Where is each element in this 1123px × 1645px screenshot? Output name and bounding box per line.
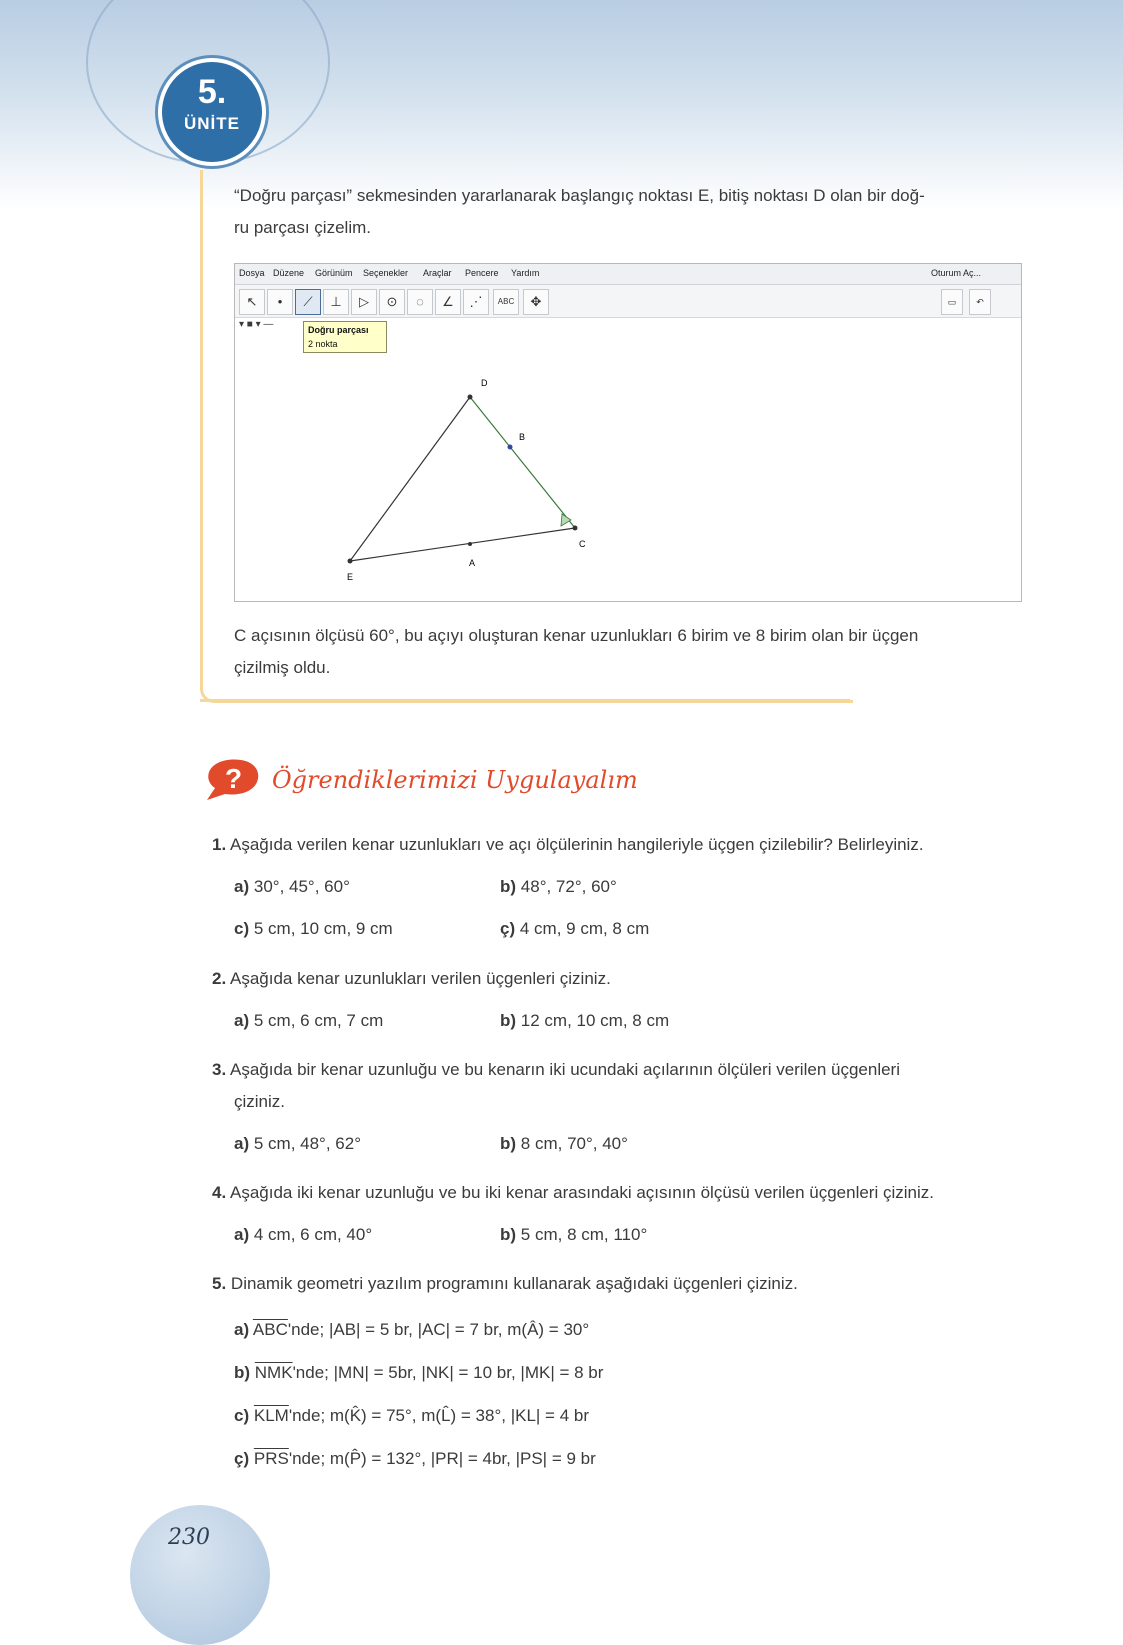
svg-text:?: ? bbox=[225, 763, 243, 794]
section-title: Öğrendiklerimizi Uygulayalım bbox=[272, 766, 638, 794]
move-tool-icon[interactable]: ↖ bbox=[239, 289, 265, 315]
segment-DC bbox=[470, 397, 575, 528]
unit-number: 5. bbox=[197, 73, 227, 111]
point-tool-icon[interactable]: • bbox=[267, 289, 293, 315]
question-5 bbox=[212, 1272, 798, 1296]
q3-a-text: 5 cm, 48°, 62° bbox=[253, 1134, 362, 1153]
menu-help[interactable]: Yardım bbox=[511, 268, 540, 278]
intro-line-1: “Doğru parçası” sekmesinden yararlanarak başlangıç noktası E, bitiş noktası D olan bir doğ- bbox=[234, 186, 925, 205]
q1-cc-letter: ç) bbox=[500, 919, 516, 938]
q3-b-letter: b) bbox=[500, 1134, 517, 1153]
color-swatch-icon[interactable]: ▾ ■ ▾ — bbox=[239, 319, 274, 330]
q3-option-a bbox=[234, 1132, 361, 1156]
point-D[interactable] bbox=[468, 395, 473, 400]
q4-a-letter: a) bbox=[234, 1225, 250, 1244]
q3-number: 3. bbox=[212, 1060, 227, 1079]
q5-c-text: 'nde; m(K̂) = 75°, m(L̂) = 38°, |KL| = 4 br bbox=[288, 1406, 589, 1425]
circle-tool-icon[interactable]: ⊙ bbox=[379, 289, 405, 315]
q4-b-letter: b) bbox=[500, 1225, 517, 1244]
q1-option-b bbox=[500, 875, 617, 899]
unit-badge bbox=[158, 58, 266, 166]
q1-a-letter: a) bbox=[234, 877, 250, 896]
q2-text: Aşağıda kenar uzunlukları verilen üçgenleri çiziniz. bbox=[229, 969, 611, 988]
q5-option-cc bbox=[234, 1447, 596, 1471]
q5-cc-text: 'nde; m(P̂) = 132°, |PR| = 4br, |PS| = 9 br bbox=[288, 1449, 596, 1468]
q5-a-letter: a) bbox=[234, 1320, 250, 1339]
question-2 bbox=[212, 967, 611, 991]
q4-option-a bbox=[234, 1223, 372, 1247]
q2-option-a bbox=[234, 1009, 383, 1033]
move-view-tool-icon[interactable]: ✥ bbox=[523, 289, 549, 315]
q2-b-letter: b) bbox=[500, 1011, 517, 1030]
menu-options[interactable]: Seçenekler bbox=[363, 268, 409, 278]
polygon-tool-icon[interactable]: ▷ bbox=[351, 289, 377, 315]
question-4 bbox=[212, 1181, 934, 1205]
q3-text-1: Aşağıda bir kenar uzunluğu ve bu kenarın iki ucundaki açılarının ölçüleri verilen üçgenleri bbox=[229, 1060, 900, 1079]
q5-option-c bbox=[234, 1404, 589, 1428]
q5-text: Dinamik geometri yazılım programını kullanarak aşağıdaki üçgenleri çiziniz. bbox=[230, 1274, 798, 1293]
point-E[interactable] bbox=[348, 559, 353, 564]
q4-text: Aşağıda iki kenar uzunluğu ve bu iki kenar arasındaki açısının ölçüsü verilen üçgenleri çiziniz. bbox=[229, 1183, 934, 1202]
angle-C-marker bbox=[561, 514, 571, 526]
unit-label: ÜNİTE bbox=[184, 114, 240, 133]
result-paragraph bbox=[234, 620, 918, 684]
q5-b-triangle: $\overline{NMK}$ bbox=[254, 1363, 293, 1382]
text-tool-icon[interactable]: ABC bbox=[493, 289, 519, 315]
geometry-canvas[interactable] bbox=[235, 264, 1021, 601]
point-B[interactable] bbox=[508, 445, 513, 450]
geogebra-window bbox=[234, 263, 1022, 602]
label-B: B bbox=[519, 432, 526, 442]
question-3 bbox=[212, 1058, 900, 1082]
point-C[interactable] bbox=[573, 526, 578, 531]
menu-tools[interactable]: Araçlar bbox=[423, 268, 452, 278]
menu-window[interactable]: Pencere bbox=[465, 268, 499, 278]
q2-option-b bbox=[500, 1009, 669, 1033]
q5-b-letter: b) bbox=[234, 1363, 251, 1382]
layout-icon[interactable]: ▭ bbox=[941, 289, 963, 315]
q1-b-letter: b) bbox=[500, 877, 517, 896]
panel-bottom-line bbox=[200, 699, 850, 702]
q4-b-text: 5 cm, 8 cm, 110° bbox=[520, 1225, 648, 1244]
perpendicular-tool-icon[interactable]: ⊥ bbox=[323, 289, 349, 315]
q1-c-text: 5 cm, 10 cm, 9 cm bbox=[253, 919, 393, 938]
q4-option-b bbox=[500, 1223, 647, 1247]
arc-tool-icon[interactable]: ◌ bbox=[407, 289, 433, 315]
q5-cc-letter: ç) bbox=[234, 1449, 250, 1468]
menu-file[interactable]: Dosya bbox=[239, 268, 265, 278]
tooltip-subtitle: 2 nokta bbox=[308, 339, 338, 349]
tooltip-title: Doğru parçası bbox=[308, 325, 369, 335]
label-D: D bbox=[481, 378, 488, 388]
page-number: 230 bbox=[168, 1525, 210, 1550]
login-link[interactable]: Oturum Aç... bbox=[931, 268, 982, 278]
q5-c-triangle: $\overline{KLM}$ bbox=[253, 1406, 289, 1425]
intro-line-2: ru parçası çizelim. bbox=[234, 218, 371, 237]
point-A[interactable] bbox=[468, 542, 472, 546]
label-A: A bbox=[469, 558, 476, 568]
q5-option-b bbox=[234, 1361, 603, 1385]
q2-a-text: 5 cm, 6 cm, 7 cm bbox=[253, 1011, 384, 1030]
segment-EC bbox=[350, 528, 575, 561]
label-E: E bbox=[347, 572, 354, 582]
result-line-2: çizilmiş oldu. bbox=[234, 658, 331, 677]
q2-b-text: 12 cm, 10 cm, 8 cm bbox=[520, 1011, 670, 1030]
undo-icon[interactable]: ↶ bbox=[969, 289, 991, 315]
q1-cc-text: 4 cm, 9 cm, 8 cm bbox=[519, 919, 650, 938]
q5-c-letter: c) bbox=[234, 1406, 250, 1425]
q4-number: 4. bbox=[212, 1183, 227, 1202]
q3-text-2: çiziniz. bbox=[234, 1092, 286, 1111]
reflect-tool-icon[interactable]: ⋰ bbox=[463, 289, 489, 315]
q1-option-c bbox=[234, 917, 393, 941]
q1-option-cc bbox=[500, 917, 649, 941]
angle-tool-icon[interactable]: ∠ bbox=[435, 289, 461, 315]
segment-ED bbox=[350, 397, 470, 561]
q3-a-letter: a) bbox=[234, 1134, 250, 1153]
question-bubble-icon bbox=[203, 758, 263, 804]
q5-a-text: 'nde; |AB| = 5 br, |AC| = 7 br, m(Â) = 30° bbox=[287, 1320, 590, 1339]
menu-view[interactable]: Görünüm bbox=[315, 268, 353, 278]
q1-option-a bbox=[234, 875, 350, 899]
q3-option-b bbox=[500, 1132, 628, 1156]
label-C: C bbox=[579, 539, 586, 549]
q4-a-text: 4 cm, 6 cm, 40° bbox=[253, 1225, 373, 1244]
q1-number: 1. bbox=[212, 835, 227, 854]
q5-b-text: 'nde; |MN| = 5br, |NK| = 10 br, |MK| = 8 br bbox=[292, 1363, 604, 1382]
question-1 bbox=[212, 833, 924, 857]
q1-text: Aşağıda verilen kenar uzunlukları ve açı ölçülerinin hangileriyle üçgen çizilebilir? Belirleyiniz. bbox=[229, 835, 924, 854]
q1-b-text: 48°, 72°, 60° bbox=[520, 877, 617, 896]
intro-paragraph bbox=[234, 180, 925, 244]
q5-cc-triangle: $\overline{PRS}$ bbox=[253, 1449, 289, 1468]
q1-a-text: 30°, 45°, 60° bbox=[253, 877, 350, 896]
q5-a-triangle: $\overline{ABC}$ bbox=[252, 1320, 288, 1339]
result-line-1: C açısının ölçüsü 60°, bu açıyı oluşturan kenar uzunlukları 6 birim ve 8 birim olan bir üçgen bbox=[234, 626, 919, 645]
q1-c-letter: c) bbox=[234, 919, 250, 938]
segment-tool-icon[interactable]: ⟋ bbox=[295, 289, 321, 315]
q5-number: 5. bbox=[212, 1274, 227, 1293]
q3-b-text: 8 cm, 70°, 40° bbox=[520, 1134, 628, 1153]
q2-number: 2. bbox=[212, 969, 227, 988]
q2-a-letter: a) bbox=[234, 1011, 250, 1030]
q5-option-a bbox=[234, 1318, 589, 1342]
menu-edit[interactable]: Düzene bbox=[273, 268, 305, 278]
